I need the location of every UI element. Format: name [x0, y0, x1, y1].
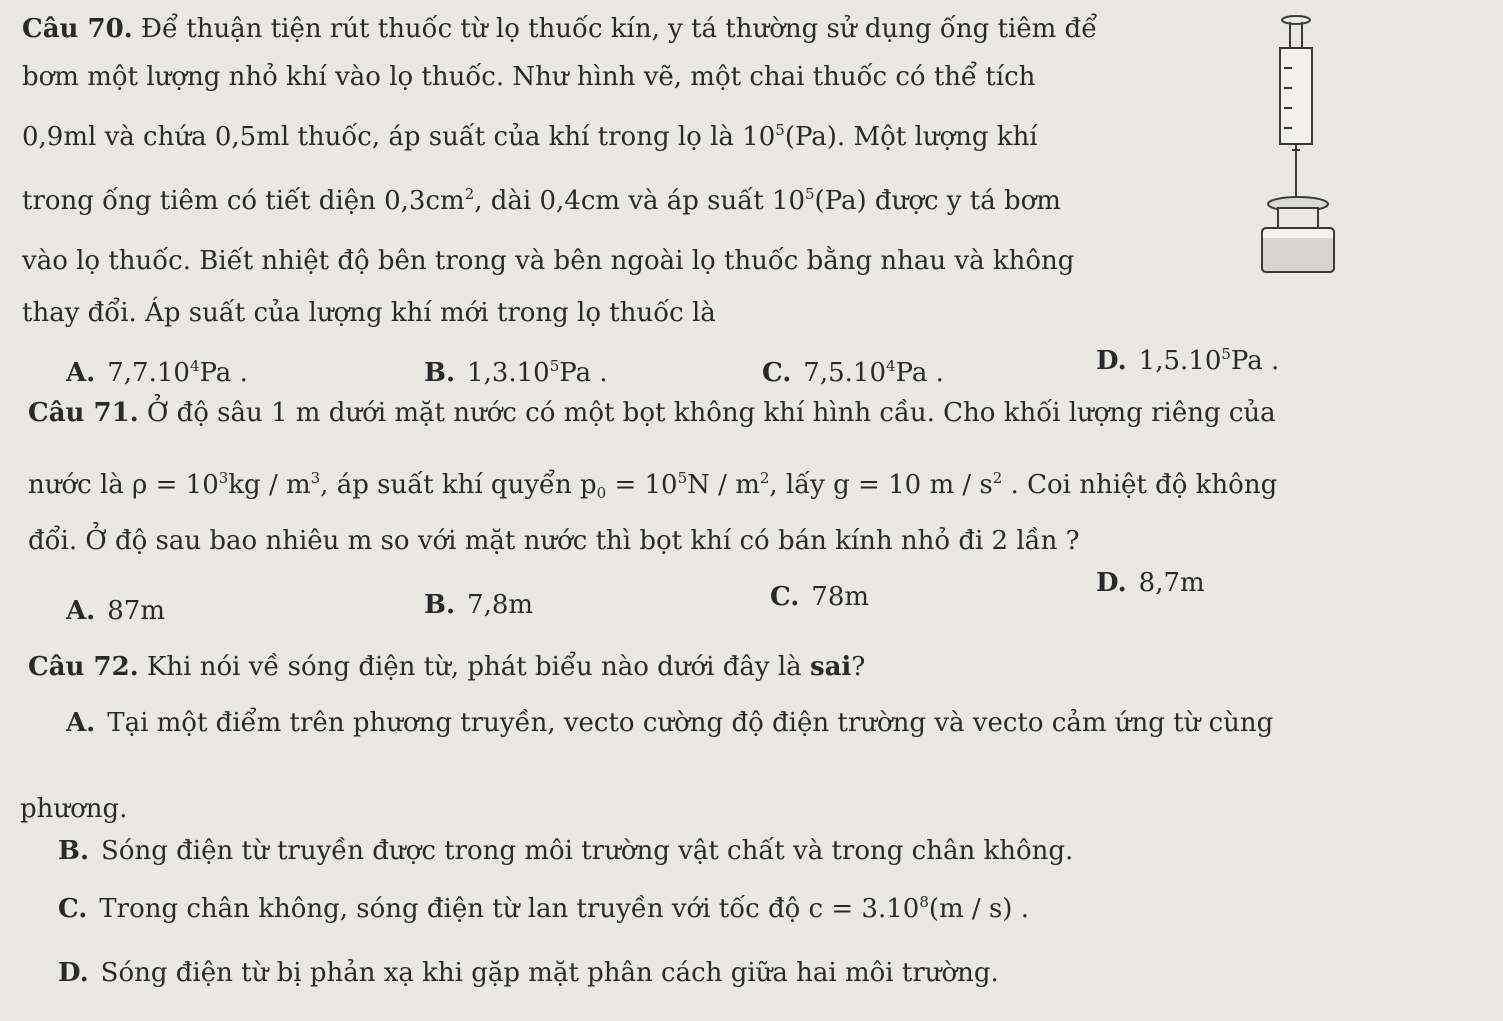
- option-text: 87m: [107, 596, 165, 626]
- q71-option-a: [66, 594, 165, 628]
- q71-exp-2: 3: [310, 469, 321, 487]
- option-exp: 5: [549, 357, 560, 375]
- option-text: 7,8m: [467, 590, 534, 620]
- q72-option-b: [58, 834, 1073, 868]
- q70-text-5: vào lọ thuốc. Biết nhiệt độ bên trong và bên ngoài lọ thuốc bằng nhau và không: [22, 246, 1075, 276]
- option-letter: D.: [58, 958, 89, 988]
- option-letter: A.: [66, 358, 96, 388]
- q70-text-4b: , dài 0,4cm và áp suất 10: [474, 186, 805, 216]
- syringe-vial-drawing: [1240, 8, 1340, 278]
- q71-line-1: [28, 396, 1276, 430]
- q72-option-a: [66, 706, 1273, 740]
- option-letter: D.: [1096, 568, 1127, 598]
- option-text: Tại một điểm trên phương truyền, vecto cường độ điện trường và vecto cảm ứng từ cùng: [107, 708, 1274, 738]
- q71-label: Câu 71.: [28, 398, 139, 428]
- option-letter: C.: [58, 894, 88, 924]
- option-exp: 4: [886, 357, 896, 375]
- option-text: 78m: [811, 582, 870, 612]
- q71-text-2e: N / m: [687, 470, 760, 500]
- option-letter: A.: [66, 708, 96, 738]
- option-unit: (m / s) .: [928, 894, 1029, 924]
- q72-stem: [28, 650, 865, 684]
- option-unit: Pa .: [559, 358, 608, 388]
- option-letter: C.: [762, 358, 792, 388]
- option-letter: A.: [66, 596, 96, 626]
- q71-line-3: [28, 524, 1080, 558]
- q72-stem-bold: sai: [809, 652, 852, 682]
- q70-text-4a: trong ống tiêm có tiết diện 0,3cm: [22, 186, 465, 216]
- q70-text-3a: 0,9ml và chứa 0,5ml thuốc, áp suất của khí trong lọ là 10: [22, 122, 776, 152]
- option-text: Sóng điện từ truyền được trong môi trường vật chất và trong chân không.: [101, 836, 1074, 866]
- q72-option-d: [58, 956, 999, 990]
- q70-line-1: [22, 12, 1097, 46]
- q70-text-6: thay đổi. Áp suất của lượng khí mới trong lọ thuốc là: [22, 298, 716, 328]
- q70-exp-4b: 5: [805, 185, 815, 203]
- q70-line-3: [22, 120, 1038, 154]
- option-letter: B.: [58, 836, 90, 866]
- option-letter: B.: [424, 590, 456, 620]
- q71-text-3: đổi. Ở độ sau bao nhiêu m so với mặt nước thì bọt khí có bán kính nhỏ đi 2 lần ?: [28, 526, 1080, 556]
- option-unit: Pa .: [895, 358, 944, 388]
- q71-text-2c: , áp suất khí quyển p: [320, 470, 597, 500]
- q72-option-c: [58, 892, 1029, 926]
- q70-label: Câu 70.: [22, 14, 133, 44]
- q71-exp-4: 2: [759, 469, 770, 487]
- q71-option-b: [424, 588, 533, 622]
- q71-text-2f: , lấy g = 10 m / s: [769, 470, 993, 500]
- q71-text-2g: . Coi nhiệt độ không: [1002, 470, 1278, 500]
- q70-text-3b: (Pa). Một lượng khí: [784, 122, 1038, 152]
- q70-option-a: [66, 356, 248, 390]
- q70-option-c: [762, 356, 944, 390]
- q70-text-1: Để thuận tiện rút thuốc từ lọ thuốc kín, y tá thường sử dụng ống tiêm để: [141, 14, 1098, 44]
- option-text-cont: phương.: [20, 794, 128, 824]
- q71-line-2: [28, 468, 1277, 502]
- option-exp: 4: [189, 357, 200, 375]
- q70-option-d: [1096, 344, 1279, 378]
- q72-stem-text: Khi nói về sóng điện từ, phát biểu nào dưới đây là: [147, 652, 810, 682]
- q71-option-d: [1096, 566, 1205, 600]
- q72-label: Câu 72.: [28, 652, 139, 682]
- q71-text-2b: kg / m: [228, 470, 311, 500]
- q70-exp-3: 5: [775, 121, 785, 139]
- option-text: 8,7m: [1138, 568, 1205, 598]
- q71-text-2d: = 10: [606, 470, 678, 500]
- q71-exp-3: 5: [677, 469, 688, 487]
- q71-exp-1: 3: [218, 469, 229, 487]
- q71-text-2a: nước là ρ = 10: [28, 470, 219, 500]
- q70-line-5: [22, 244, 1074, 278]
- option-text: Sóng điện từ bị phản xạ khi gặp mặt phân cách giữa hai môi trường.: [100, 958, 999, 988]
- option-value: 7,5.10: [803, 358, 886, 388]
- q71-option-c: [770, 580, 869, 614]
- q71-exp-5: 2: [992, 469, 1003, 487]
- option-unit: Pa .: [1230, 346, 1280, 376]
- q70-text-4c: (Pa) được y tá bơm: [814, 186, 1061, 216]
- option-value: 1,5.10: [1138, 346, 1222, 376]
- q70-text-2: bơm một lượng nhỏ khí vào lọ thuốc. Như hình vẽ, một chai thuốc có thể tích: [22, 62, 1036, 92]
- option-exp: 5: [1221, 345, 1231, 363]
- q72-stem-end: ?: [851, 652, 866, 682]
- q70-line-2: [22, 60, 1035, 94]
- q70-line-6: [22, 296, 716, 330]
- q72-option-a-cont: [20, 792, 127, 826]
- q70-exp-4a: 2: [464, 185, 475, 203]
- option-value: 1,3.10: [467, 358, 550, 388]
- q70-line-4: [22, 184, 1061, 218]
- option-letter: D.: [1096, 346, 1127, 376]
- option-exp: 8: [919, 893, 929, 911]
- q71-sub-0: 0: [596, 484, 607, 502]
- option-unit: Pa .: [199, 358, 248, 388]
- q70-option-b: [424, 356, 608, 390]
- option-value: 7,7.10: [107, 358, 190, 388]
- syringe-and-vial-icon: [1240, 8, 1340, 278]
- q71-text-1: Ở độ sâu 1 m dưới mặt nước có một bọt không khí hình cầu. Cho khối lượng riêng của: [147, 398, 1276, 428]
- option-letter: B.: [424, 358, 456, 388]
- option-text: Trong chân không, sóng điện từ lan truyền với tốc độ c = 3.10: [99, 894, 920, 924]
- option-letter: C.: [770, 582, 800, 612]
